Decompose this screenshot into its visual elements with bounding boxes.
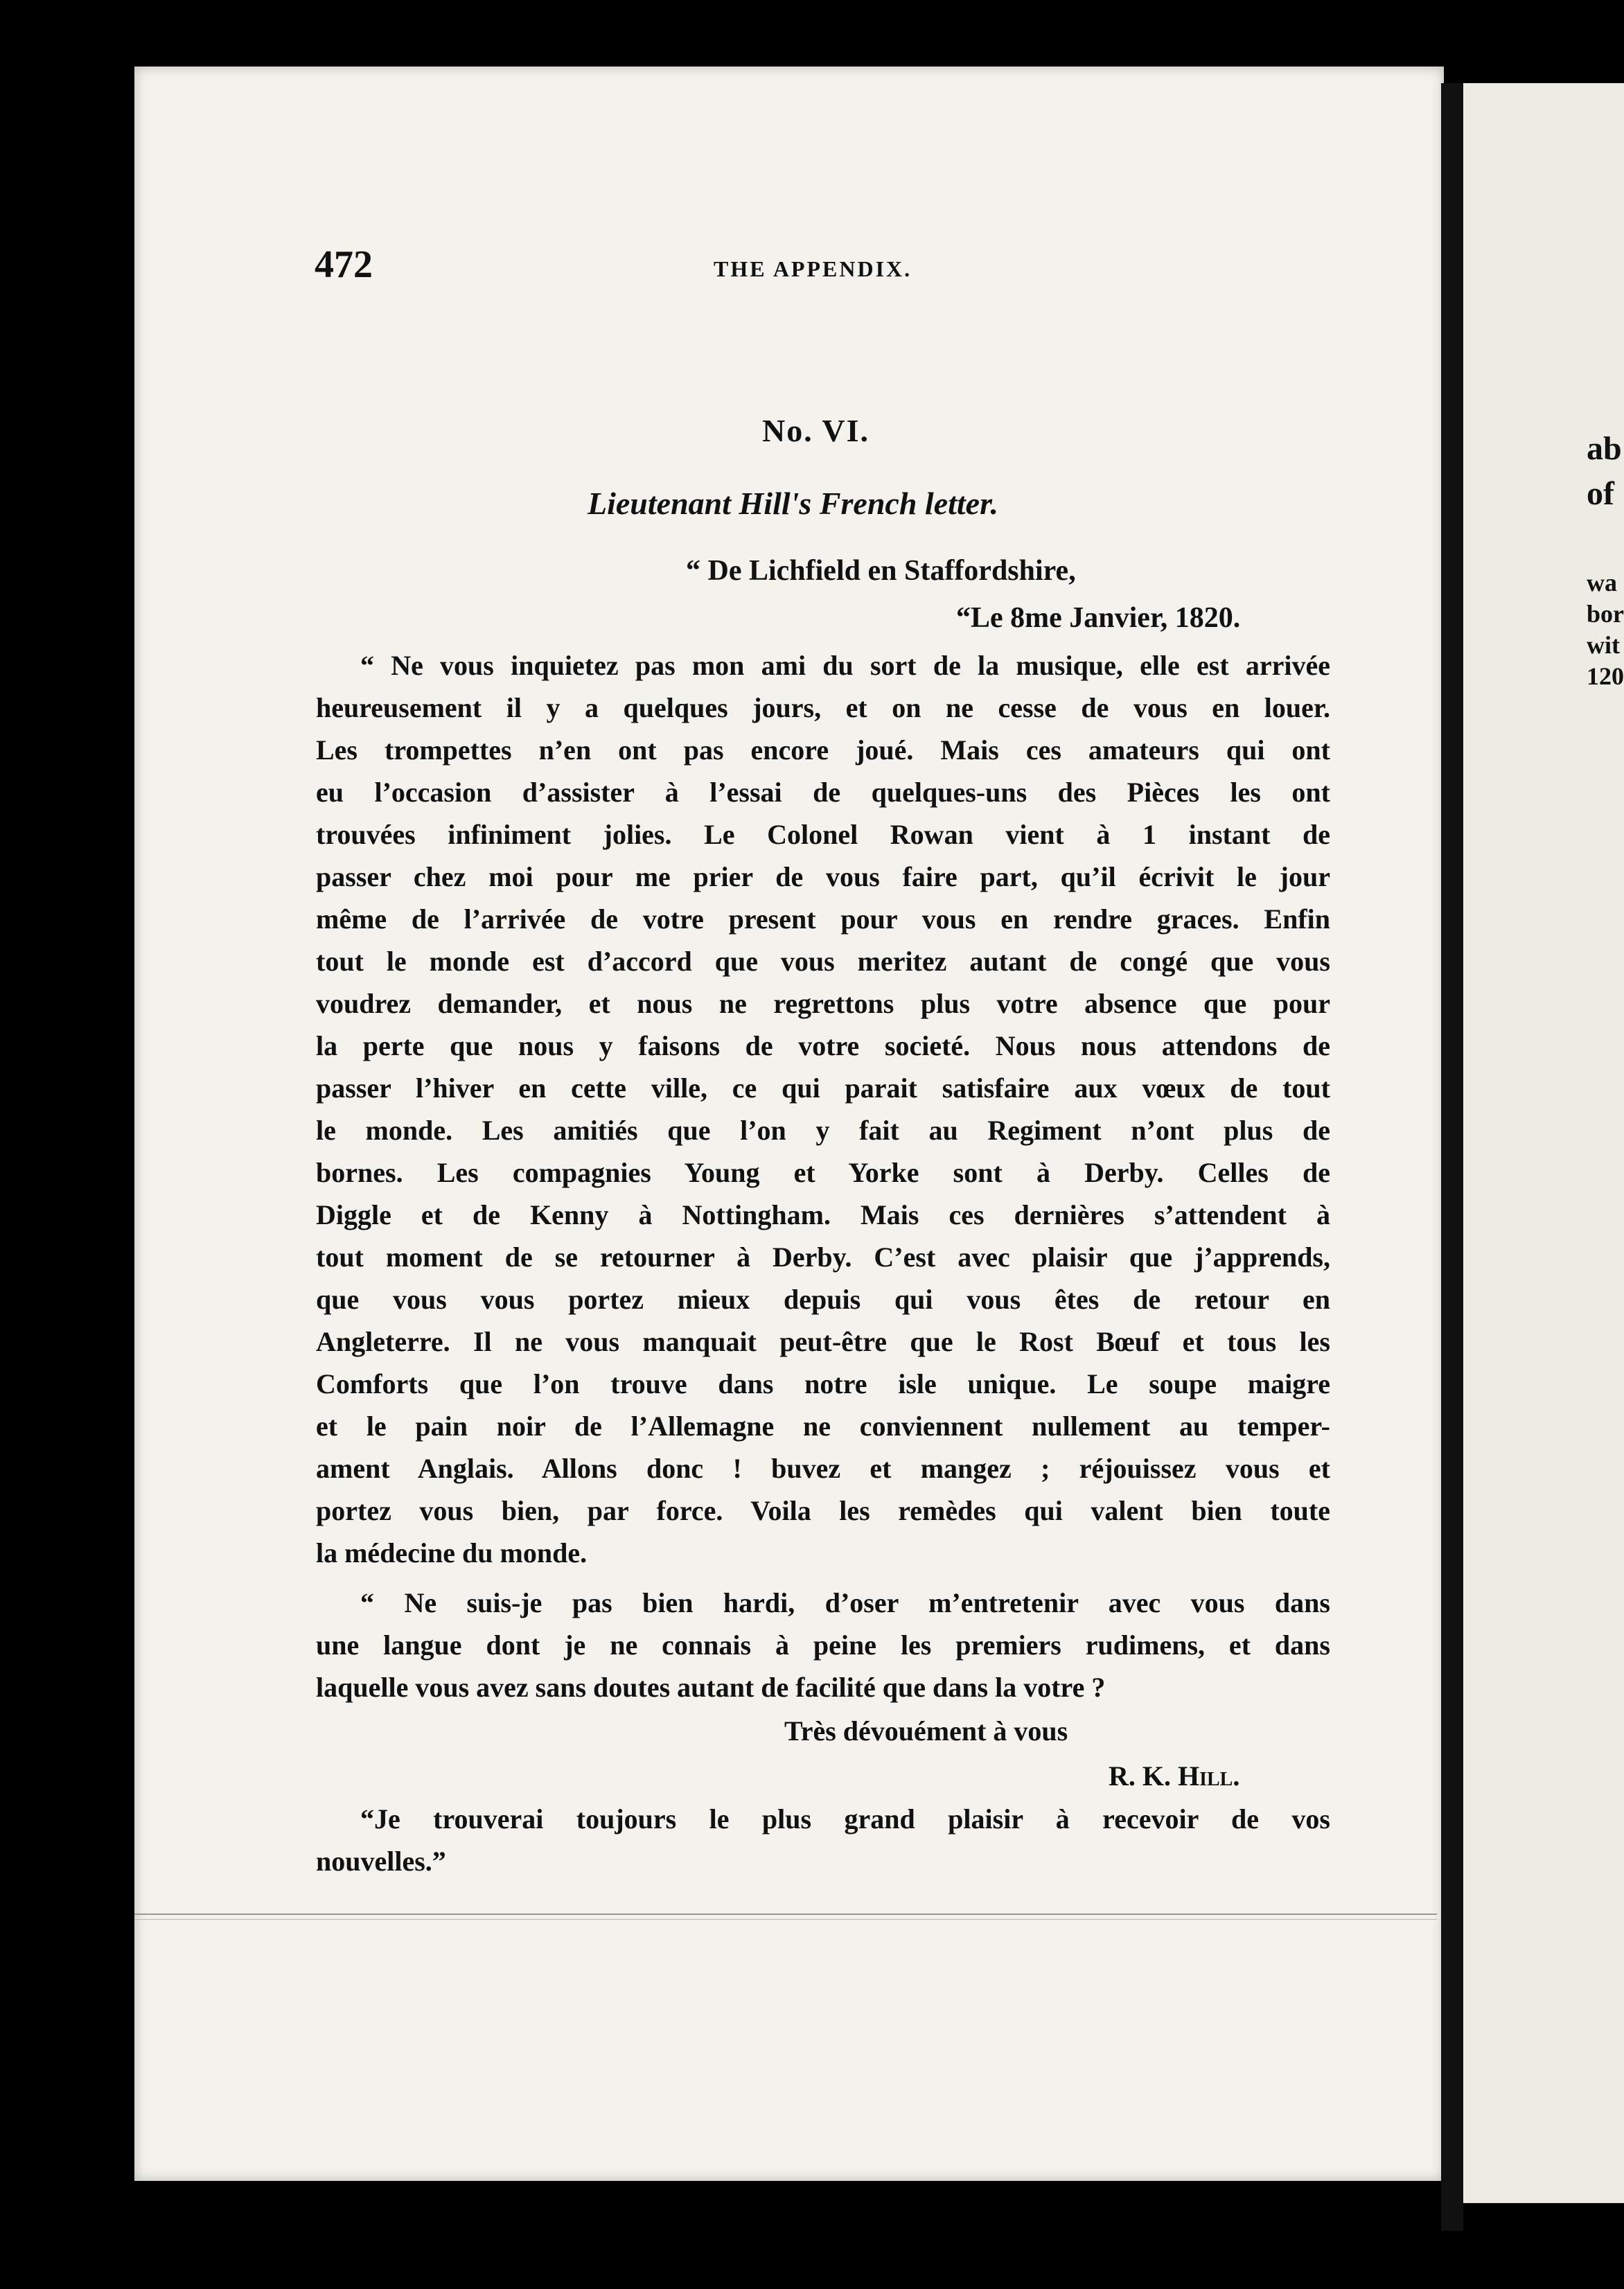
text-line: heureusement il y a quelques jours, et on ne cesse de vous en louer. — [316, 692, 1330, 723]
page-number: 472 — [315, 243, 373, 286]
text-line: nouvelles.” — [316, 1846, 446, 1877]
letter-postscript — [316, 1798, 1330, 1882]
text-line: passer l’hiver en cette ville, ce qui parait satisfaire aux vœux de tout — [316, 1072, 1330, 1104]
letter-signature: R. K. Hill. — [1109, 1760, 1240, 1792]
text-line: Diggle et de Kenny à Nottingham. Mais ces dernières s’attendent à — [316, 1199, 1330, 1230]
text-line: portez vous bien, par force. Voila les remèdes qui valent bien toute — [316, 1495, 1330, 1526]
text-line: bornes. Les compagnies Young et Yorke sont à Derby. Celles de — [316, 1157, 1330, 1188]
text-line: “ Ne vous inquietez pas mon ami du sort de la musique, elle est arrivée — [360, 650, 1330, 681]
text-line: que vous vous portez mieux depuis qui vous êtes de retour en — [316, 1284, 1330, 1315]
facing-page-edge — [1463, 83, 1624, 2203]
text-line: passer chez moi pour me prier de vous faire part, qu’il écrivit le jour — [316, 861, 1330, 892]
letter-paragraph-1 — [316, 644, 1330, 1574]
text-line: Comforts que l’on trouve dans notre isle unique. Le soupe maigre — [316, 1368, 1330, 1399]
text-line: Angleterre. Il ne vous manquait peut-être que le Rost Bœuf et tous les — [316, 1326, 1330, 1357]
facing-page-fragment: wa — [1587, 569, 1617, 596]
facing-page-fragment: bor — [1587, 600, 1624, 628]
text-line: une langue dont je ne connais à peine les premiers rudimens, et dans — [316, 1629, 1330, 1661]
facing-page-fragment: of — [1587, 475, 1614, 512]
section-title: Lieutenant Hill's French letter. — [588, 486, 998, 521]
text-line: la perte que nous y faisons de votre societé. Nous nous attendons de — [316, 1030, 1330, 1061]
page-rule — [134, 1919, 1437, 1920]
facing-page-fragment: ab — [1587, 430, 1622, 467]
facing-page-fragment: wit — [1587, 631, 1620, 659]
text-line: “Je trouverai toujours le plus grand plaisir à recevoir de vos — [360, 1803, 1330, 1835]
page-gutter — [1441, 83, 1463, 2231]
text-line: laquelle vous avez sans doutes autant de facilité que dans la votre ? — [316, 1672, 1106, 1703]
letter-place: “ De Lichfield en Staffordshire, — [686, 555, 1076, 587]
text-line: et le pain noir de l’Allemagne ne conviennent nullement au temper- — [316, 1411, 1330, 1442]
text-line: eu l’occasion d’assister à l’essai de quelques-uns des Pièces les ont — [316, 777, 1330, 808]
text-line: même de l’arrivée de votre present pour vous en rendre graces. Enfin — [316, 903, 1330, 935]
text-line: Les trompettes n’en ont pas encore joué. Mais ces amateurs qui ont — [316, 734, 1330, 766]
text-line: “ Ne suis-je pas bien hardi, d’oser m’entretenir avec vous dans — [360, 1587, 1330, 1618]
page-rule — [134, 1914, 1437, 1915]
text-line: la médecine du monde. — [316, 1537, 588, 1568]
running-head: THE APPENDIX. — [714, 256, 912, 281]
text-line: tout le monde est d’accord que vous meritez autant de congé que vous — [316, 946, 1330, 977]
letter-closing: Très dévouément à vous — [784, 1715, 1068, 1747]
text-line: voudrez demander, et nous ne regrettons plus votre absence que pour — [316, 988, 1330, 1019]
section-number: No. VI. — [762, 413, 870, 448]
letter-date: “Le 8me Janvier, 1820. — [956, 602, 1241, 634]
text-line: ament Anglais. Allons donc ! buvez et mangez ; réjouissez vous et — [316, 1453, 1330, 1484]
text-line: tout moment de se retourner à Derby. C’est avec plaisir que j’apprends, — [316, 1241, 1330, 1273]
text-line: le monde. Les amitiés que l’on y fait au Regiment n’ont plus de — [316, 1115, 1330, 1146]
facing-page-fragment: 120 — [1587, 662, 1624, 690]
text-line: trouvées infiniment jolies. Le Colonel Rowan vient à 1 instant de — [316, 819, 1330, 850]
letter-paragraph-2 — [316, 1582, 1330, 1708]
